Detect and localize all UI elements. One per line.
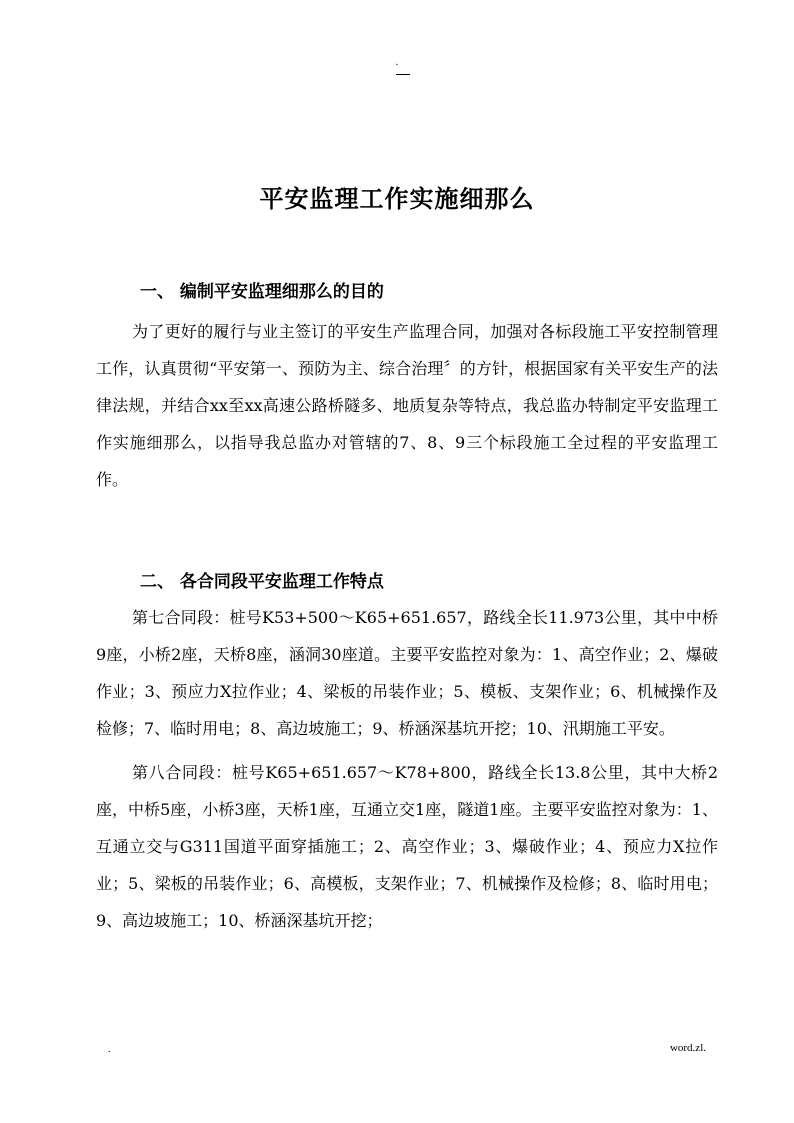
- section-heading: 二、 各合同段平安监理工作特点: [140, 572, 384, 592]
- section-heading: 一、 编制平安监理细那么的目的: [140, 282, 384, 302]
- footer-mark: .: [108, 1044, 111, 1055]
- paragraph: 为了更好的履行与业主签订的平安生产监理合同，加强对各标段施工平安控制管理工作，认真贯彻“平安第一、预防为主、综合治理〞的方针，根据国家有关平安生产的法律法规，并结合xx至xx高速公路桥隧多、地质复杂等特点，我总监办特制定平安监理工作实施细那么，以指导我总监办对管辖的7、8、9三个标段施工全过程的平安监理工作。: [96, 322, 718, 489]
- section-purpose: [96, 277, 718, 498]
- paragraph: 第七合同段：桩号K53+500～K65+651.657，路线全长11.973公里，其中中桥9座，小桥2座，天桥8座，涵洞30座道。主要平安监控对象为：1、高空作业；2、爆破作业；3、预应力X拉作业；4、梁板的吊装作业；5、模板、支架作业；6、机械操作及检修；7、临时用电；8、高边坡施工；9、桥涵深基坑开挖；10、汛期施工平安。: [96, 608, 718, 738]
- paragraph: 第八合同段：桩号K65+651.657～K78+800，路线全长13.8公里，其中大桥2座，中桥5座，小桥3座，天桥1座，互通立交1座，隧道1座。主要平安监控对象为：1、互通立交与G311国道平面穿插施工；2、高空作业；3、爆破作业；4、预应力X拉作业；5、梁板的吊装作业；6、高模板，支架作业；7、机械操作及检修；8、临时用电；9、高边坡施工；10、桥涵深基坑开挖；: [96, 763, 718, 930]
- header-mark: .: [395, 57, 399, 68]
- footer-text: word.zl.: [669, 1042, 706, 1054]
- section-features: [96, 567, 718, 939]
- page-title: 平安监理工作实施细那么: [259, 184, 535, 213]
- header-rule: [396, 74, 410, 75]
